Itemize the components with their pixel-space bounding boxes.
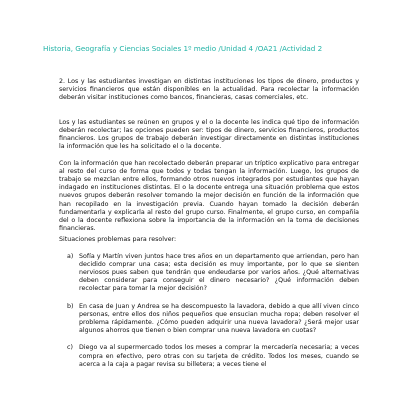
list-marker: a) — [67, 252, 74, 260]
list-marker: b) — [67, 302, 74, 310]
list-marker: c) — [67, 344, 73, 352]
paragraph-intro: 2. Los y las estudiantes investigan en distintas instituciones los tipos de dinero, productos y servicios financieros que están disponibles en la actualidad. Para recolectar la información deberán visitar instituciones como bancos, financieras, casas comerciales, etc. — [59, 78, 359, 102]
document-body — [59, 78, 359, 378]
list-item-text: Diego va al supermercado todos los meses a comprar la mercadería necesaria; a veces compra en efectivo, pero otras con su tarjeta de crédito. Todos los meses, cuando se acerca a la caja a pagar revisa su billetera; a veces tiene el — [79, 344, 359, 368]
paragraph-groups: Los y las estudiantes se reúnen en grupos y el o la docente les indica qué tipo de información deberán recolectar; las opciones pueden ser: tipos de dinero, servicios financieros, productos financieros. Los grupos de trabajo deberán investigar directamente en distintas instituciones la información que les ha solicitado el o la docente. — [59, 118, 359, 151]
list-item-b — [59, 303, 359, 336]
list-item-text: Sofía y Martín viven juntos hace tres años en un departamento que arriendan, pero han decidido comprar una casa; esta decisión es muy importante, por lo que se sienten nerviosos pues saben que tendrán que endeudarse por varios años. ¿Qué alternativas deben considerar para conseguir el dinero necesario? ¿Qué información deben recolectar para tomar la mejor decisión? — [79, 252, 359, 293]
page-header-title: Historia, Geografía y Ciencias Sociales 1º medio /Unidad 4 /OA21 /Actividad 2 — [43, 44, 323, 53]
list-item-c — [59, 344, 359, 369]
situaciones-heading: Situaciones problemas para resolver: — [59, 236, 177, 244]
list-item-text: En casa de Juan y Andrea se ha descompuesto la lavadora, debido a que allí viven cinco personas, entre ellos dos niños pequeños que ensucian mucha ropa; deben resolver el problema rápidamente. ¿Cómo pueden adquirir una nueva lavadora? ¿Será mejor usar algunos ahorros que tienen o bien comprar una nueva lavadora en cuotas? — [79, 302, 359, 335]
list-item-a — [59, 253, 359, 294]
paragraph-triptych: Con la información que han recolectado deberán preparar un tríptico explicativo para entregar al resto del curso de forma que todos y todas tengan la información. Luego, los grupos de trabajo se mezclan entre ellos, formando otros nuevos integrados por estudiantes que hayan indagado en instituciones distintas. El o la docente entrega una situación problema que estos nuevos grupos deberán resolver tomando la mejor decisión en función de la información que han recopilado en la investigación previa. Cuando hayan tomado la decisión deberán fundamentarla y explicarla al resto del grupo curso. Finalmente, el grupo curso, en compañía del o la docente reflexiona sobre la importancia de la información en la toma de decisiones financieras. — [59, 159, 359, 233]
